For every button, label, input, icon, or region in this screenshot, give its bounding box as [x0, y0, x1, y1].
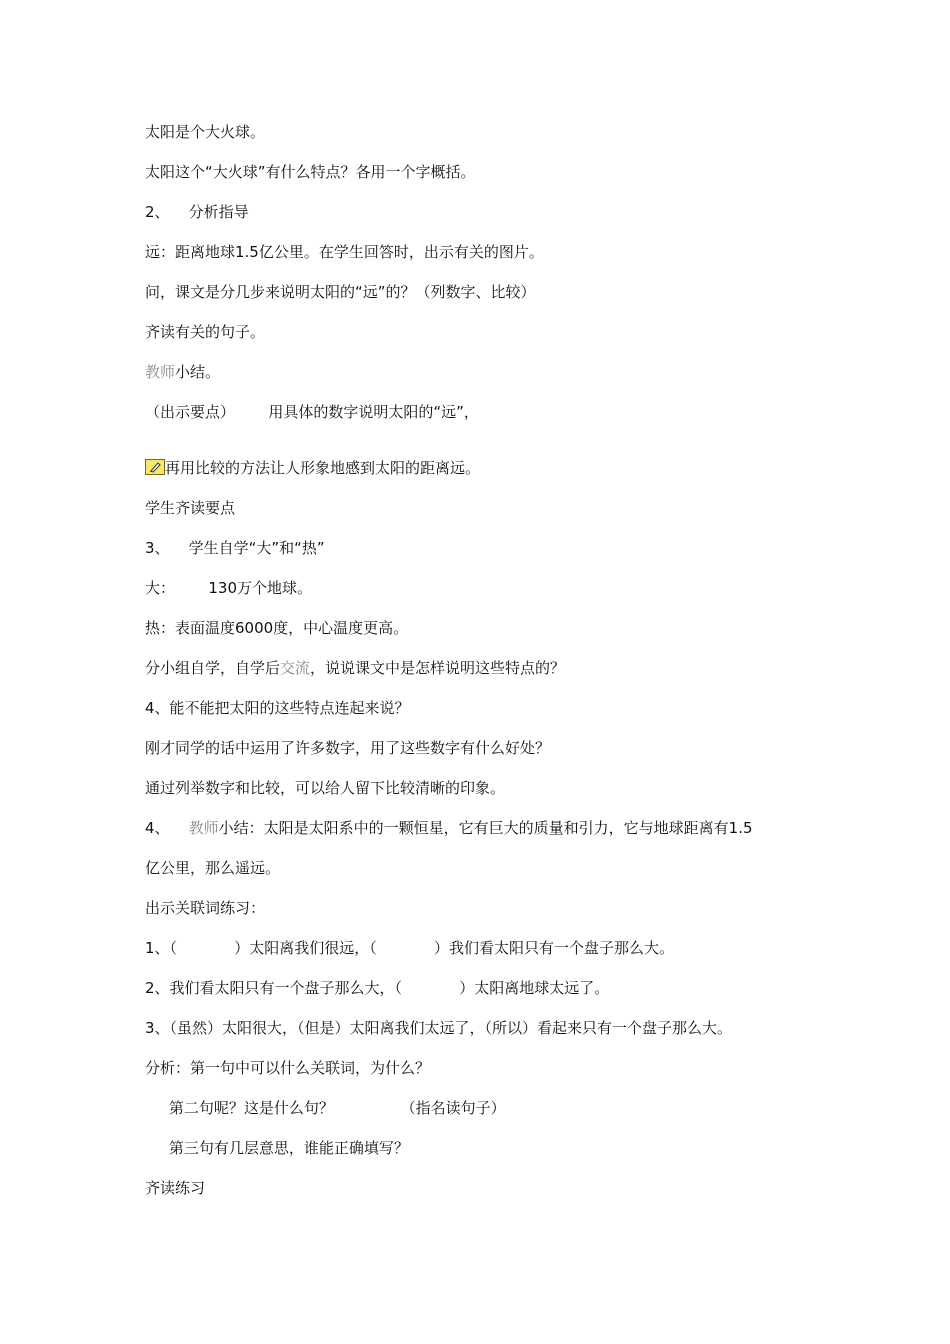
exchange-label: 交流	[280, 659, 311, 677]
teacher-label: 教师	[188, 819, 219, 837]
text-line: 再用比较的方法让人形象地感到太阳的距离远。	[145, 458, 480, 478]
text-line: 齐读有关的句子。	[145, 323, 266, 341]
text-line: 太阳是个大火球。	[145, 123, 266, 141]
text-line: 4、 教师小结：太阳是太阳系中的一颗恒星，它有巨大的质量和引力，它与地球距离有1.5	[145, 819, 753, 837]
text-line: 齐读练习	[145, 1179, 206, 1197]
text-line: 分小组自学，自学后交流，说说课文中是怎样说明这些特点的？	[145, 659, 566, 677]
text-line: 大： 130万个地球。	[145, 579, 313, 597]
teacher-label: 教师	[145, 363, 176, 381]
text-line: 亿公里，那么遥远。	[145, 859, 281, 877]
exercise-line: 3、（虽然）太阳很大，（但是）太阳离我们太远了，（所以）看起来只有一个盘子那么大。	[145, 1019, 733, 1037]
section-heading: 3、 学生自学“大”和“热”	[145, 539, 325, 557]
exercise-line: 1、（ ）太阳离我们很远，（ ）我们看太阳只有一个盘子那么大。	[145, 939, 674, 957]
note-icon	[145, 459, 165, 475]
text-line: （出示要点） 用具体的数字说明太阳的“远”，	[145, 403, 479, 421]
text-line: 太阳这个“大火球”有什么特点？各用一个字概括。	[145, 163, 476, 181]
text-line: 刚才同学的话中运用了许多数字，用了这些数字有什么好处？	[145, 739, 551, 757]
text-line: 4、能不能把太阳的这些特点连起来说？	[145, 699, 410, 717]
text-line: 问，课文是分几步来说明太阳的“远”的？（列数字、比较）	[145, 283, 536, 301]
section-heading: 2、 分析指导	[145, 203, 249, 221]
text-line: 学生齐读要点	[145, 499, 236, 517]
text-line: 通过列举数字和比较，可以给人留下比较清晰的印象。	[145, 779, 506, 797]
text-line: 出示关联词练习：	[145, 899, 266, 917]
text-line: 远：距离地球1.5亿公里。在学生回答时，出示有关的图片。	[145, 243, 544, 261]
text-line: 教师小结。	[145, 363, 221, 381]
text-line: 分析：第一句中可以什么关联词，为什么？	[145, 1059, 431, 1077]
text-line: 第二句呢？这是什么句？ （指名读句子）	[145, 1099, 506, 1117]
text-line: 热：表面温度6000度，中心温度更高。	[145, 619, 409, 637]
text-line: 第三句有几层意思，谁能正确填写？	[145, 1139, 409, 1157]
exercise-line: 2、我们看太阳只有一个盘子那么大，（ ）太阳离地球太远了。	[145, 979, 610, 997]
